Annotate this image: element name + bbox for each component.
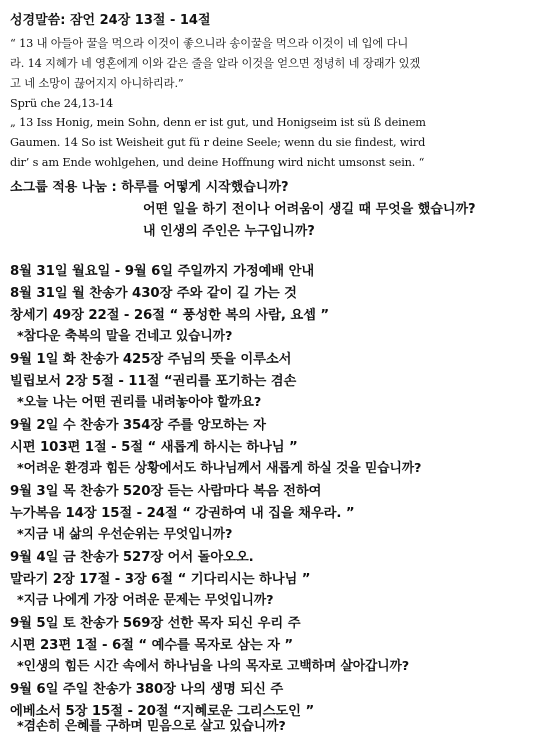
schedule-question: *인생의 힘든 시간 속에서 하나님을 나의 목자로 고백하며 살아갑니까? [17, 659, 410, 674]
korean-verse-line-1: “ 13 내 아들아 꿀을 먹으라 이것이 좋으니라 송이꿀을 먹으라 이것이 네 입에 다니 [10, 37, 409, 50]
schedule-hymn: 9월 6일 주일 찬송가 380장 나의 생명 되신 주 [10, 682, 284, 697]
schedule-question: *지금 내 삶의 우선순위는 무엇입니까? [17, 527, 233, 542]
schedule-passage: 에베소서 5장 15절 - 20절 “지혜로운 그리스도인 ” [10, 704, 315, 719]
schedule-hymn: 9월 3일 목 찬송가 520장 듣는 사람마다 복음 전하여 [10, 484, 322, 499]
korean-verse-line-3: 고 네 소망이 끊어지지 아니하리라.” [10, 77, 184, 90]
schedule-hymn: 9월 1일 화 찬송가 425장 주님의 뜻을 이루소서 [10, 352, 292, 367]
german-verse-reference: Sprü che 24,13-14 [10, 97, 114, 110]
schedule-question: *오늘 나는 어떤 권리를 내려놓아야 할까요? [17, 395, 262, 410]
german-verse-line-1: „ 13 Iss Honig, mein Sohn, denn er ist gut, und Honigseim ist sü ß deinem [10, 116, 426, 129]
schedule-passage: 빌립보서 2장 5절 - 11절 “권리를 포기하는 겸손 [10, 374, 297, 389]
discussion-question-1: 소그룹 적용 나눔 : 하루를 어떻게 시작했습니까? [10, 180, 289, 195]
schedule-heading: 8월 31일 월요일 - 9월 6일 주일까지 가정예배 안내 [10, 264, 315, 279]
schedule-passage: 창세기 49장 22절 - 26절 “ 풍성한 복의 사람, 요셉 ” [10, 308, 330, 323]
german-verse-line-2: Gaumen. 14 So ist Weisheit gut fü r deine Seele; wenn du sie findest, wird [10, 136, 426, 149]
korean-verse-line-2: 라. 14 지혜가 네 영혼에게 이와 같은 줄을 알라 이것을 얻으면 정녕히 네 장래가 있겠 [10, 57, 421, 70]
schedule-passage: 말라기 2장 17절 - 3장 6절 “ 기다리시는 하나님 ” [10, 572, 311, 587]
discussion-question-3: 내 인생의 주인은 누구입니까? [143, 224, 315, 239]
schedule-question: *참다운 축복의 말을 건네고 있습니까? [17, 329, 233, 344]
discussion-question-2: 어떤 일을 하기 전이나 어려움이 생길 때 무엇을 했습니까? [143, 202, 476, 217]
german-verse-line-3: dir’ s am Ende wohlgehen, und deine Hoffnung wird nicht umsonst sein. “ [10, 156, 425, 169]
schedule-question: *지금 나에게 가장 어려운 문제는 무엇입니까? [17, 593, 274, 608]
schedule-question: *겸손히 은혜를 구하며 믿음으로 살고 있습니까? [17, 719, 286, 734]
schedule-hymn: 8월 31일 월 찬송가 430장 주와 같이 길 가는 것 [10, 286, 297, 301]
sermon-title: 성경말씀: 잠언 24장 13절 - 14절 [10, 13, 211, 28]
schedule-hymn: 9월 2일 수 찬송가 354장 주를 앙모하는 자 [10, 418, 266, 433]
schedule-hymn: 9월 5일 토 찬송가 569장 선한 목자 되신 우리 주 [10, 616, 301, 631]
schedule-hymn: 9월 4일 금 찬송가 527장 어서 돌아오오. [10, 550, 254, 565]
schedule-passage: 누가복음 14장 15절 - 24절 “ 강권하여 내 집을 채우라. ” [10, 506, 355, 521]
schedule-passage: 시편 103편 1절 - 5절 “ 새롭게 하시는 하나님 ” [10, 440, 298, 455]
schedule-passage: 시편 23편 1절 - 6절 “ 예수를 목자로 삼는 자 ” [10, 638, 294, 653]
schedule-question: *어려운 환경과 힘든 상황에서도 하나님께서 새롭게 하실 것을 믿습니까? [17, 461, 422, 476]
